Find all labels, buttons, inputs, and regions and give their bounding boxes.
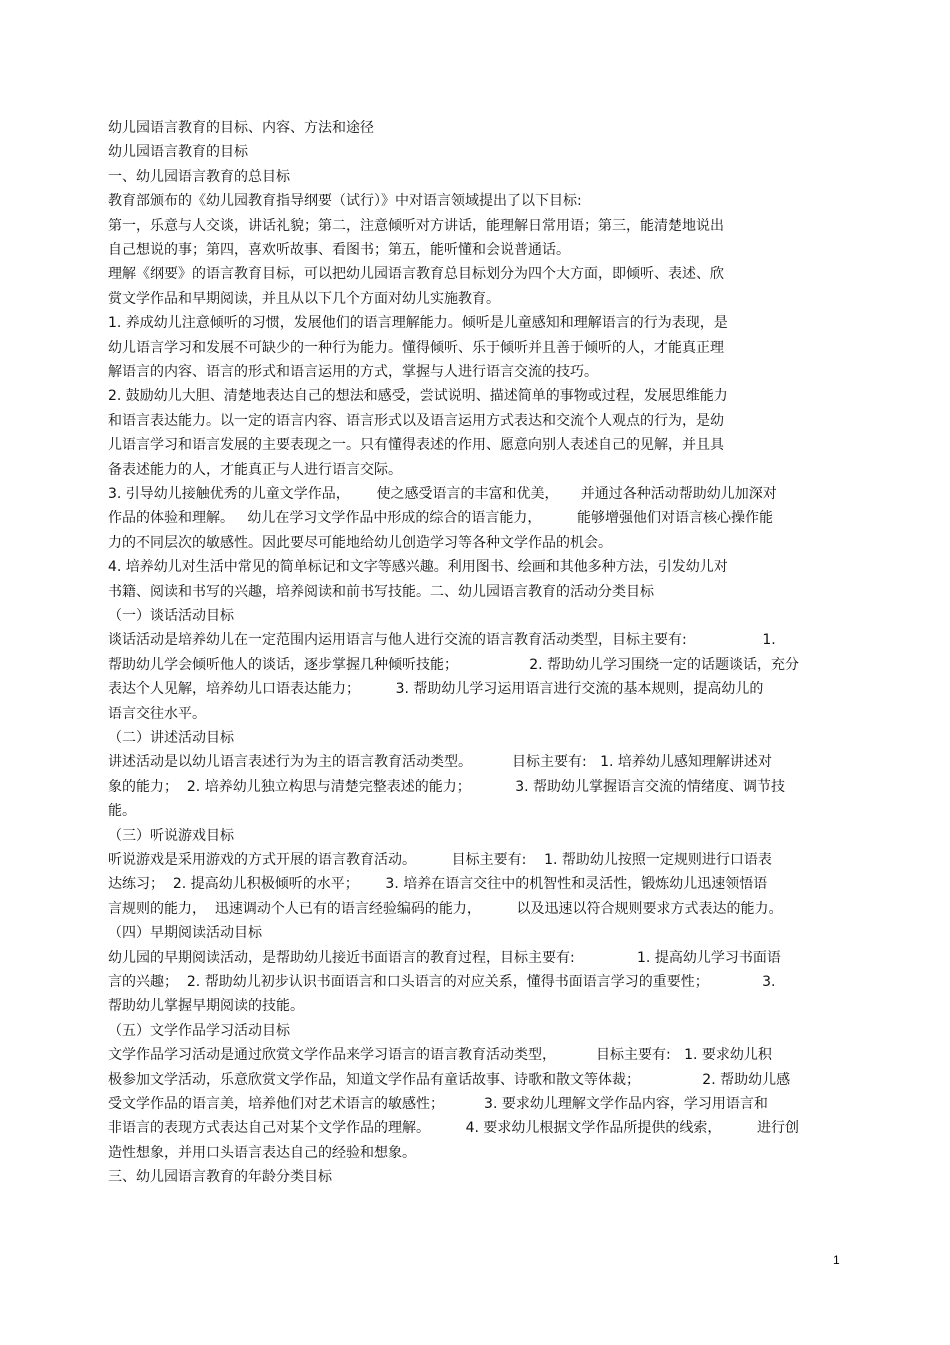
text-line: 解语言的内容、语言的形式和语言运用的方式，掌握与人进行语言交流的技巧。 [108, 364, 598, 380]
text-line: 第一，乐意与人交谈，讲话礼貌；第二，注意倾听对方讲话，能理解日常用语；第三，能清楚地说出 [108, 217, 724, 234]
text-line: 三、幼儿园语言教育的年龄分类目标 [108, 1169, 332, 1186]
text-line: 非语言的表现方式表达自己对某个文学作品的理解。 4. 要求幼儿根据文学作品所提供的线索， 进行创 [108, 1120, 800, 1137]
text-line: 象的能力； 2. 培养幼儿独立构思与清楚完整表述的能力； 3. 帮助幼儿掌握语言交流的情绪度、调节技 [108, 778, 786, 795]
text-line: 讲述活动是以幼儿语言表述行为为主的语言教育活动类型。 目标主要有: 1. 培养幼儿感知理解讲述对 [108, 754, 772, 771]
text-line: 和语言表达能力。以一定的语言内容、语言形式以及语言运用方式表达和交流个人观点的行为，是幼 [108, 412, 724, 429]
text-line: 受文学作品的语言美，培养他们对艺术语言的敏感性； 3. 要求幼儿理解文学作品内容，学习用语言和 [108, 1096, 768, 1112]
text-line: 言的兴趣； 2. 帮助幼儿初步认识书面语言和口头语言的对应关系，懂得书面语言学习的重要性； 3. [108, 974, 776, 990]
text-line: 自己想说的事；第四，喜欢听故事、看图书；第五，能听懂和会说普通话。 [108, 242, 570, 258]
page-number: 1 [833, 1253, 840, 1267]
text-line: （二）讲述活动目标 [108, 730, 234, 746]
text-line: 赏文学作品和早期阅读，并且从以下几个方面对幼儿实施教育。 [108, 290, 500, 307]
text-line: 谈话活动是培养幼儿在一定范围内运用语言与他人进行交流的语言教育活动类型，目标主要有: 1. [108, 632, 776, 649]
text-line: 表达个人见解，培养幼儿口语表达能力； 3. 帮助幼儿学习运用语言进行交流的基本规则，提高幼儿的 [108, 681, 764, 698]
text-line: 力的不同层次的敏感性。因此要尽可能地给幼儿创造学习等各种文学作品的机会。 [108, 534, 612, 551]
text-line: 听说游戏是采用游戏的方式开展的语言教育活动。 目标主要有: 1. 帮助幼儿按照一定规则进行口语表 [108, 852, 772, 868]
text-line: （三）听说游戏目标 [108, 827, 234, 844]
text-line: 幼儿语言学习和发展不可缺少的一种行为能力。懂得倾听、乐于倾听并且善于倾听的人，才能真正理 [108, 339, 724, 356]
text-line: 儿语言学习和语言发展的主要表现之一。只有懂得表述的作用、愿意向别人表述自己的见解，并且具 [108, 437, 724, 454]
text-line: 3. 引导幼儿接触优秀的儿童文学作品， 使之感受语言的丰富和优美， 并通过各种活动帮助幼儿加深对 [108, 486, 777, 502]
text-line: 极参加文学活动，乐意欣赏文学作品，知道文学作品有童话故事、诗歌和散文等体裁； 2. 帮助幼儿感 [108, 1071, 791, 1088]
text-line: 备表述能力的人，才能真正与人进行语言交际。 [108, 461, 402, 478]
text-line: 造性想象，并用口头语言表达自己的经验和想象。 [108, 1144, 416, 1161]
text-line: 4. 培养幼儿对生活中常见的简单标记和文字等感兴趣。利用图书、绘画和其他多种方法，引发幼儿对 [108, 559, 728, 576]
text-line: 言规则的能力， 迅速调动个人已有的语言经验编码的能力， 以及迅速以符合规则要求方式表达的能力。 [108, 900, 783, 917]
text-line: 文学作品学习活动是通过欣赏文学作品来学习语言的语言教育活动类型， 目标主要有: 1. 要求幼儿积 [108, 1047, 772, 1064]
text-line: 2. 鼓励幼儿大胆、清楚地表达自己的想法和感受，尝试说明、描述简单的事物或过程，发展思维能力 [108, 388, 728, 405]
text-line: （四）早期阅读活动目标 [108, 925, 262, 942]
text-line: 教育部颁布的《幼儿园教育指导纲要（试行）》中对语言领域提出了以下目标: [108, 193, 582, 210]
text-line: 达练习； 2. 提高幼儿积极倾听的水平； 3. 培养在语言交往中的机智性和灵活性，锻炼幼儿迅速领悟语 [108, 876, 768, 893]
text-line: 幼儿园的早期阅读活动，是帮助幼儿接近书面语言的教育过程，目标主要有: 1. 提高幼儿学习书面语 [108, 949, 781, 966]
text-line: 幼儿园语言教育的目标、内容、方法和途径 [108, 120, 374, 136]
text-line: （五）文学作品学习活动目标 [108, 1022, 290, 1039]
text-line: 理解《纲要》的语言教育目标，可以把幼儿园语言教育总目标划分为四个大方面，即倾听、表述、欣 [108, 266, 724, 283]
text-line: 幼儿园语言教育的目标 [108, 144, 248, 161]
text-line: 1. 养成幼儿注意倾听的习惯，发展他们的语言理解能力。倾听是儿童感知和理解语言的行为表现，是 [108, 315, 728, 332]
text-line: 能。 [108, 803, 136, 820]
text-line: 语言交往水平。 [108, 705, 206, 722]
text-line: （一）谈话活动目标 [108, 608, 234, 624]
text-line: 作品的体验和理解。 幼儿在学习文学作品中形成的综合的语言能力， 能够增强他们对语言核心操作能 [108, 510, 773, 527]
text-line: 一、幼儿园语言教育的总目标 [108, 168, 290, 185]
text-line: 帮助幼儿学会倾听他人的谈话，逐步掌握几种倾听技能； 2. 帮助幼儿学习围绕一定的话题谈话，充分 [108, 656, 800, 673]
text-line: 书籍、阅读和书写的兴趣，培养阅读和前书写技能。二、幼儿园语言教育的活动分类目标 [108, 583, 654, 600]
text-line: 帮助幼儿掌握早期阅读的技能。 [108, 998, 304, 1015]
